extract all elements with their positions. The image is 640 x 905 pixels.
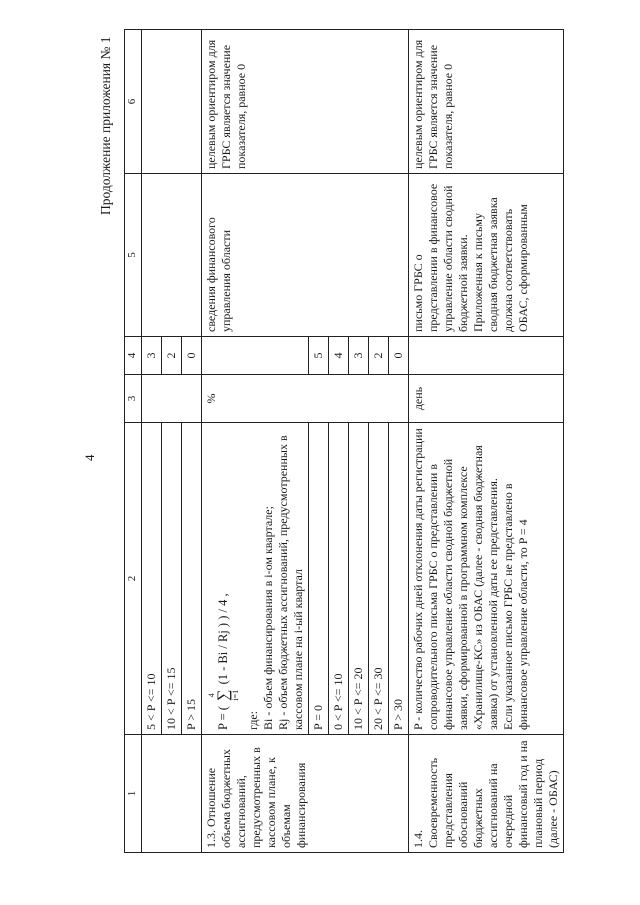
indicator-name: 1.4. Своевременность представления обоснований бюджетных ассигнований на очередной финансовый год и на плановый период (далее - ОБАС) bbox=[408, 735, 563, 853]
column-header: 6 bbox=[125, 30, 142, 174]
definition-bi: Bi - объем финансирования в i-ом квартале; bbox=[260, 506, 275, 730]
condition-cell: 5 < P <= 10 bbox=[141, 423, 161, 735]
continuation-heading: Продолжение приложения № 1 bbox=[98, 36, 113, 215]
empty-cell bbox=[201, 337, 308, 375]
unit-cell: день bbox=[408, 375, 563, 423]
condition-cell: 0 < P <= 10 bbox=[328, 423, 348, 735]
empty-cell bbox=[141, 174, 201, 337]
empty-cell bbox=[141, 375, 201, 423]
column-header: 4 bbox=[125, 337, 142, 375]
score-cell: 3 bbox=[141, 337, 161, 375]
page-number: 4 bbox=[82, 454, 97, 461]
formula-right: (1 - Bi / Rj ) ) / 4 , bbox=[215, 593, 230, 685]
empty-cell bbox=[408, 337, 563, 375]
condition-cell: P > 15 bbox=[181, 423, 201, 735]
score-cell: 0 bbox=[388, 337, 408, 375]
description-text-2: Если указанное письмо ГРБС не представлено в финансовое управление области, то P = 4 bbox=[500, 483, 530, 730]
formula-cell bbox=[201, 423, 308, 735]
score-cell: 2 bbox=[161, 337, 181, 375]
table-row bbox=[141, 30, 161, 853]
condition-cell: 20 < P <= 30 bbox=[368, 423, 388, 735]
definition-rj: Rj - объем бюджетных ассигнований, предусмотренных в кассовом плане на i-ый квартал bbox=[275, 435, 305, 730]
note-cell: целевым ориентиром для ГРБС является значение показателя, равное 0 bbox=[408, 30, 563, 174]
source-cell: сведения финансового управления области bbox=[201, 174, 408, 337]
empty-cell bbox=[141, 735, 201, 853]
score-cell: 5 bbox=[308, 337, 328, 375]
condition-cell: P > 30 bbox=[388, 423, 408, 735]
table-row bbox=[201, 30, 308, 853]
source-cell: письмо ГРБС о представлении в финансовое управление области сводной бюджетной заявки. Приложенная к письму сводная бюджетная заявка должна соответствовать ОБАС, сформированным bbox=[408, 174, 563, 337]
description-text: P - количество рабочих дней отклонения даты регистрации сопроводительного письма ГРБС о представлении в финансовое управление области сводной бюджетной заявки, сформированной в программном комплексе «Хранилище-КС» из ОБАС (далее - сводная бюджетная заявка) от установленной даты ее представления. bbox=[410, 428, 500, 730]
condition-cell: P = 0 bbox=[308, 423, 328, 735]
indicator-name: 1.3. Отношение объема бюджетных ассигнований, предусмотренных в кассовом плане, к объемам финансирования bbox=[201, 735, 408, 853]
sum-upper-limit: 4 bbox=[206, 693, 216, 698]
criteria-table bbox=[124, 29, 564, 853]
score-cell: 3 bbox=[348, 337, 368, 375]
column-number-row bbox=[125, 30, 142, 853]
column-header: 5 bbox=[125, 174, 142, 337]
empty-cell bbox=[141, 30, 201, 174]
condition-cell: 10 < P <= 20 bbox=[348, 423, 368, 735]
unit-cell: % bbox=[201, 375, 408, 423]
where-label: где: bbox=[245, 710, 260, 730]
note-cell: целевым ориентиром для ГРБС является значение показателя, равное 0 bbox=[201, 30, 408, 174]
sum-symbol bbox=[208, 690, 240, 701]
score-cell: 2 bbox=[368, 337, 388, 375]
description-cell bbox=[408, 423, 563, 735]
condition-cell: 10 < P <= 15 bbox=[161, 423, 181, 735]
score-cell: 4 bbox=[328, 337, 348, 375]
sum-lower-limit: i=1 bbox=[230, 689, 240, 701]
column-header: 2 bbox=[125, 423, 142, 735]
formula-left: P = ( bbox=[215, 706, 230, 730]
score-cell: 0 bbox=[181, 337, 201, 375]
column-header: 3 bbox=[125, 375, 142, 423]
column-header: 1 bbox=[125, 735, 142, 853]
formula bbox=[208, 427, 240, 730]
sigma-sign: ∑ bbox=[214, 689, 232, 701]
table-row bbox=[408, 30, 563, 853]
